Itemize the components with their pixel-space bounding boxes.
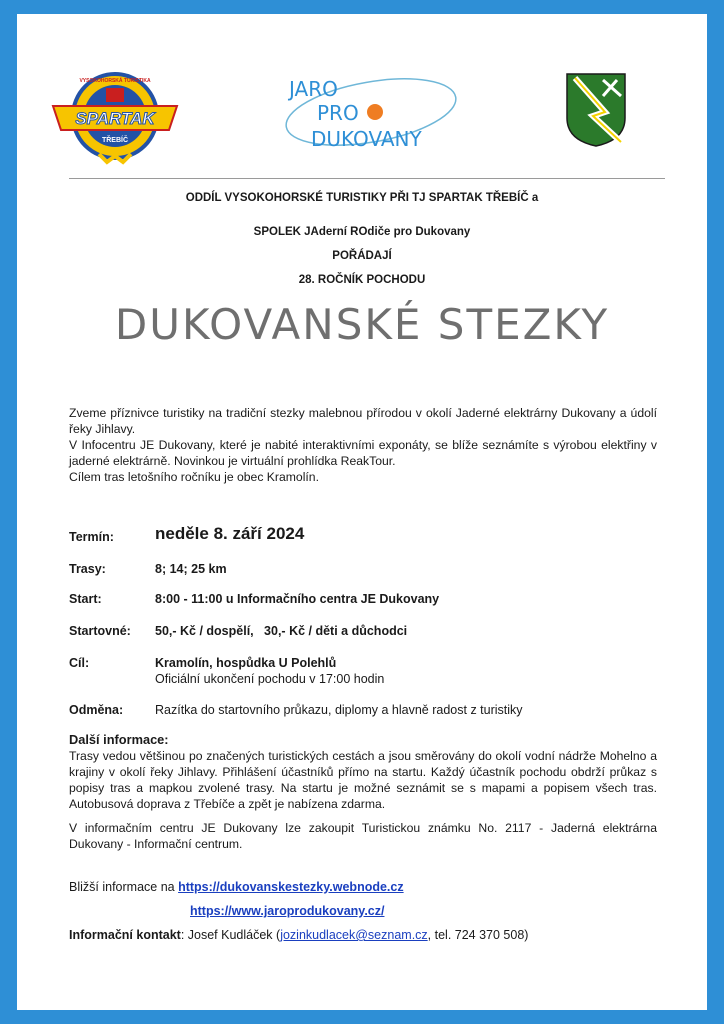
jaro-logo-line3: DUKOVANY bbox=[311, 127, 422, 151]
spartak-logo-ring-text: VYSOKOHORSKÁ TURISTIKA bbox=[79, 78, 151, 84]
contact-name: : Josef Kudláček ( bbox=[180, 928, 281, 942]
startovne-label: Startovné: bbox=[69, 624, 131, 638]
spartak-trebic-logo bbox=[49, 66, 181, 168]
organizer-line-3: POŘÁDAJÍ bbox=[332, 250, 392, 262]
cil-value: Kramolín, hospůdka U Polehlů bbox=[155, 656, 337, 670]
contact-email[interactable]: jozinkudlacek@seznam.cz bbox=[280, 928, 428, 942]
cil-label: Cíl: bbox=[69, 656, 90, 670]
contact-line bbox=[69, 928, 528, 942]
trasy-value: 8; 14; 25 km bbox=[155, 562, 227, 576]
spartak-logo-text: SPARTAK bbox=[75, 109, 155, 128]
term-value: neděle 8. září 2024 bbox=[155, 524, 305, 543]
info-links-row-2 bbox=[190, 904, 384, 918]
poster-page bbox=[17, 14, 707, 1010]
organizer-line-1: ODDÍL VYSOKOHORSKÉ TURISTIKY PŘI TJ SPARTAK TŘEBÍČ a bbox=[185, 192, 539, 204]
event-title: DUKOVANSKÉ STEZKY bbox=[114, 300, 610, 349]
intro-paragraph-2: V Infocentru JE Dukovany, které je nabité interaktivními exponáty, se blíže seznámíte s výrobou elektřiny v jaderné elektrárně. Novinkou je virtuální prohlídka ReakTour. bbox=[69, 438, 657, 468]
trasy-label: Trasy: bbox=[69, 562, 106, 576]
start-value: 8:00 - 11:00 u Informačního centra JE Dukovany bbox=[155, 592, 440, 606]
divider-line bbox=[69, 178, 665, 179]
organizer-line-2: SPOLEK JAderní ROdiče pro Dukovany bbox=[253, 226, 471, 238]
coat-of-arms-icon bbox=[565, 72, 627, 148]
more-info bbox=[69, 732, 657, 852]
more-info-paragraph-1: Trasy vedou většinou po značených turistických cestách a jsou směrovány do okolí vodní nádrže Mohelno a krajiny v okolí řeky Jihlavy. Přihlášení účastníků přímo na startu. Každý účastník pochodu obdrží průkaz s popisy tras a mapkou zvolené trasy. Na startu je možné seznámit se s mapami a popisem všech tras. Autobusová doprava z Třebíče a zpět je nabízena zdarma. bbox=[69, 749, 657, 811]
links-prefix: Bližší informace na bbox=[69, 880, 179, 894]
more-info-paragraph-2: V informačním centru JE Dukovany lze zakoupit Turistickou známku No. 2117 - Jaderná elektrárna Dukovany - Informační centrum. bbox=[69, 821, 657, 851]
link-jaroprodukovany[interactable]: https://www.jaroprodukovany.cz/ bbox=[190, 904, 385, 918]
info-links-row-1 bbox=[69, 880, 404, 894]
cil-value-2: Oficiální ukončení pochodu v 17:00 hodin bbox=[155, 672, 385, 686]
link-dukovanskestezky[interactable]: https://dukovanskestezky.webnode.cz bbox=[178, 880, 404, 894]
contact-label: Informační kontakt bbox=[69, 928, 181, 942]
start-label: Start: bbox=[69, 592, 102, 606]
jaro-logo-line2: PRO bbox=[317, 101, 359, 125]
intro-text bbox=[69, 405, 657, 485]
spartak-logo-subtext: TŘEBÍČ bbox=[101, 137, 129, 144]
startovne-value: 50,- Kč / dospělí, 30,- Kč / děti a důchodci bbox=[155, 624, 408, 638]
jaro-logo-line1: JARO bbox=[289, 77, 338, 101]
intro-paragraph-1: Zveme příznivce turistiky na tradiční stezky malebnou přírodou v okolí Jaderné elektrárny Dukovany a údolí řeky Jihlavy. bbox=[69, 406, 657, 436]
odmena-label: Odměna: bbox=[69, 703, 124, 717]
contact-phone: , tel. 724 370 508) bbox=[427, 928, 529, 942]
intro-paragraph-3: Cílem tras letošního ročníku je obec Kramolín. bbox=[69, 470, 319, 484]
odmena-value: Razítka do startovního průkazu, diplomy a hlavně radost z turistiky bbox=[155, 703, 523, 717]
jaro-logo-dot bbox=[367, 104, 383, 120]
more-info-title: Další informace: bbox=[69, 732, 169, 747]
term-label: Termín: bbox=[69, 530, 114, 544]
organizer-line-4: 28. ROČNÍK POCHODU bbox=[298, 274, 426, 286]
jaro-pro-dukovany-logo bbox=[279, 60, 459, 160]
